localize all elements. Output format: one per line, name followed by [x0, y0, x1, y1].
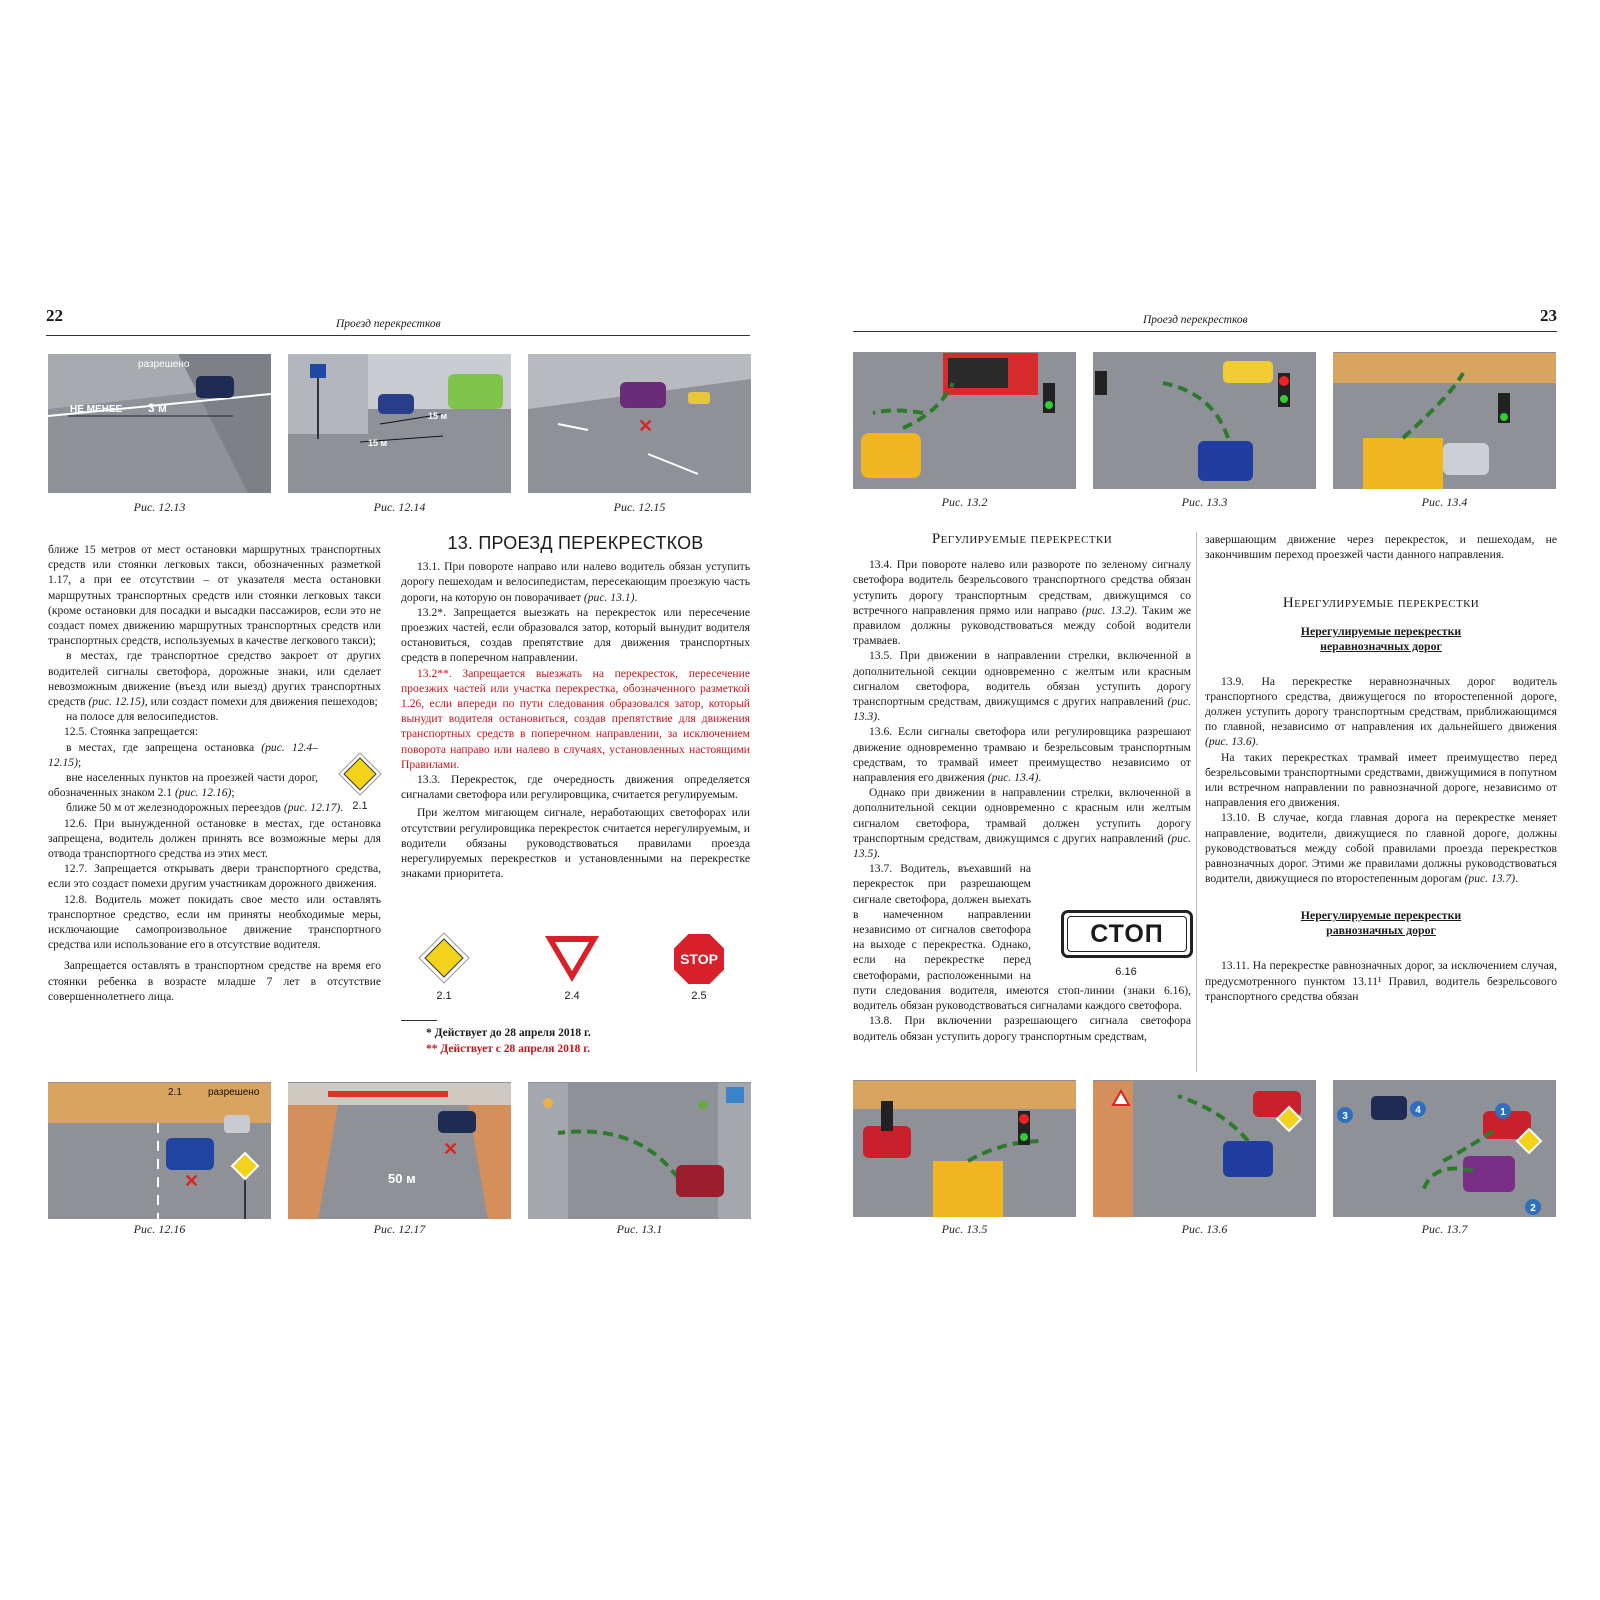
figure-12-16 — [48, 1082, 271, 1219]
paragraph: в местах, где транспортное средство закроет от других водителей сигналы светофора, дорожные знаки, или сделает невозможным движение (въезд или выезд) других транспортных средств (рис. 12.15), или создаст помехи для движения пешеходов; — [48, 649, 381, 709]
left-page — [46, 296, 750, 1276]
paragraph: Однако при движении в направлении стрелки, включенной в дополнительной секции одновременно с красным или желтым сигналом светофора, трамвай должен уступить дорогу транспортным средствам, движущимся с других направлений (рис. 13.5). — [853, 786, 1191, 861]
caption: Рис. 12.16 — [133, 1222, 186, 1236]
text-column-2 — [1205, 532, 1557, 1004]
figure-13-4 — [1333, 352, 1556, 489]
footnote-red: ** Действует с 28 апреля 2018 г. — [426, 1042, 591, 1055]
caption: Рис. 13.6 — [1181, 1222, 1228, 1236]
paragraph: 13.2*. Запрещается выезжать на перекресток или пересечение проезжих частей, если образовался затор, который вынудит водителя остановиться, создав препятствие для движения транспортных средств в поперечном направлении. — [401, 605, 750, 665]
paragraph: 12.8. Водитель может покидать свое место или оставлять транспортное средство, если им приняты необходимые меры, исключающие самопроизвольное движение транспортного средства или использование его в отсутствие водителя. — [48, 892, 381, 952]
right-page — [853, 296, 1557, 1276]
paragraph: На таких перекрестках трамвай имеет преимущество перед безрельсовыми транспортными средствами, движущимися в попутном или встречном направлении по равнозначной дороге, независимо от направления его движения. — [1205, 750, 1557, 810]
sign-label: 6.16 — [1115, 966, 1137, 978]
figure-12-13 — [48, 354, 271, 493]
figure-label: 3 м — [148, 401, 167, 415]
paragraph: вне населенных пунктов на проезжей части дорог, обозначенных знаком 2.1 (рис. 12.16); — [48, 771, 318, 800]
figure-12-14 — [288, 354, 511, 493]
paragraph: 13.6. Если сигналы светофора или регулировщика разрешают движение одновременно трамваю и безрельсовым транспортным средствам, то трамвай имеет преимущество независимо от направления его движения (рис. 13.4). — [853, 725, 1191, 785]
priority-road-sign-icon — [418, 932, 470, 984]
stop-sign-text: СТОП — [1090, 919, 1164, 948]
subsection-heading: Нерегулируемые перекрестки неравнозначных дорог — [1300, 623, 1462, 653]
figure-13-1 — [528, 1082, 751, 1219]
figure-label: НЕ МЕНЕЕ — [70, 404, 123, 415]
paragraph: 13.3. Перекресток, где очередность движения определяется сигналами светофора или регулировщика, считается регулируемым. — [401, 773, 750, 802]
running-title-right: Проезд перекрестков — [1143, 314, 1248, 326]
sign-label: 2.1 — [436, 990, 452, 1002]
paragraph: 13.7. Водитель, въехавший на перекресток при разрешающем сигнале светофора, должен выехать в намеченном направлении независимо от сигналов светофора на выходе с перекрестка. Однако, если на перекрестке перед светофорами, расположенными на пути следования водителя, имеются стоп-линии (знаки 6.16), водитель обязан руководствоваться сигналами каждого светофора. — [853, 862, 1191, 1013]
footnotes — [426, 1026, 591, 1057]
figure-13-6 — [1093, 1080, 1316, 1217]
running-title-left: Проезд перекрестков — [336, 318, 441, 330]
caption: Рис. 13.7 — [1421, 1222, 1468, 1236]
figure-label: 50 м — [388, 1171, 416, 1186]
page-number-left: 22 — [46, 306, 63, 325]
stop-sign-icon — [672, 932, 726, 986]
sign-label: 2.5 — [691, 990, 707, 1002]
svg-text:✕: ✕ — [638, 416, 654, 436]
caption: Рис. 13.4 — [1421, 495, 1468, 509]
footnote-rule — [401, 1020, 437, 1021]
priority-road-sign-icon — [338, 752, 382, 796]
paragraph: 13.1. При повороте направо или налево водитель обязан уступить дорогу пешеходам и велосипедистам, пересекающим проезжую часть дороги, на которую он поворачивает (рис. 13.1). — [401, 560, 750, 604]
figure-label: разрешено — [208, 1087, 260, 1098]
paragraph: 13.11. На перекрестке равнозначных дорог, за исключением случая, предусмотренного пунктом 13.11¹ Правил, водитель безрельсового транспортного средства обязан — [1205, 959, 1557, 1003]
caption: Рис. 12.13 — [133, 500, 186, 514]
caption: Рис. 12.14 — [373, 500, 426, 514]
header-rule — [46, 335, 750, 336]
yield-sign-icon — [543, 934, 601, 984]
page-number-right: 23 — [1540, 306, 1557, 325]
figure-13-2 — [853, 352, 1076, 489]
caption: Рис. 13.5 — [941, 1222, 988, 1236]
text-column-1 — [48, 542, 381, 1004]
figure-label: 15 м — [368, 438, 388, 448]
paragraph: 12.5. Стоянка запрещается: — [64, 725, 199, 739]
paragraph: завершающим движение через перекресток, и пешеходам, не закончившим переход проезжей части данного направления. — [1205, 533, 1557, 562]
paragraph: 13.4. При повороте налево или развороте по зеленому сигналу светофора водитель безрельсового транспортного средства обязан уступить дорогу транспортным средствам, движущимся со встречного направления прямо или направо (рис. 13.2). Таким же правилом должны руководствоваться между собой водители трамваев. — [853, 558, 1191, 648]
column-divider — [1196, 532, 1197, 1072]
svg-text:✕: ✕ — [184, 1171, 200, 1191]
paragraph: ближе 50 м от железнодорожных переездов (рис. 12.17). — [66, 801, 344, 815]
caption: Рис. 12.15 — [613, 500, 666, 514]
paragraph: на полосе для велосипедистов. — [66, 710, 219, 724]
figure-13-5 — [853, 1080, 1076, 1217]
figure-label: 3 — [1342, 1111, 1348, 1122]
paragraph: в местах, где запрещена остановка (рис. 12.4–12.15); — [48, 740, 319, 769]
figure-label: 1 — [1500, 1107, 1506, 1118]
paragraph: ближе 15 метров от мест остановки маршрутных транспортных средств или стоянки легковых такси, обозначенных разметкой 1.17, а при ее отсутствии – от указателя места остановки маршрутных транспортных средств или стоянки легковых такси (кроме остановки для посадки и высадки пассажиров, если это не создаст помех движению маршрутных транспортных средств или транспортных средств, используемых в качестве легкового такси); — [48, 543, 381, 648]
sign-label: 2.1 — [352, 800, 368, 812]
paragraph: 13.10. В случае, когда главная дорога на перекрестке меняет направление, водители, движущиеся по главной дороге, должны руководствоваться между собой правилами проезда перекрестков равнозначных дорог. Этими же правилами должны руководствоваться водители, движущиеся по второстепенным дорогам (рис. 13.7). — [1205, 811, 1557, 886]
section-heading: Регулируемые перекрестки — [931, 531, 1113, 547]
paragraph: 12.6. При вынужденной остановке в местах, где остановка запрещена, водитель должен принять все возможные меры для отвода транспортного средства из этих мест. — [48, 816, 381, 861]
paragraph: При желтом мигающем сигнале, неработающих светофорах или отсутствии регулировщика перекресток считается нерегулируемым, и водители обязаны руководствоваться правилами проезда нерегулируемых перекрестков и установленными на перекрестке знаками приоритета. — [401, 806, 750, 881]
figure-label: 2 — [1530, 1203, 1536, 1214]
svg-text:✕: ✕ — [443, 1139, 459, 1159]
figure-label: 4 — [1415, 1105, 1421, 1116]
stop-sign-text: STOP — [680, 951, 718, 967]
paragraph: Запрещается оставлять в транспортном средстве на время его стоянки ребенка в возрасте младше 7 лет в отсутствие совершеннолетнего лица. — [48, 959, 381, 1003]
section-heading: 13. ПРОЕЗД ПЕРЕКРЕСТКОВ — [447, 533, 704, 553]
caption: Рис. 13.2 — [941, 495, 988, 509]
section-heading: Нерегулируемые перекрестки — [1282, 595, 1480, 612]
paragraph: 13.5. При движении в направлении стрелки, включенной в дополнительной секции одновременно с желтым или красным сигналом светофора, водитель обязан уступить дорогу транспортным средствам, движущимся с других направлений (рис. 13.3). — [853, 649, 1191, 724]
paragraph: 12.7. Запрещается открывать двери транспортного средства, если это создаст помехи другим участникам дорожного движения. — [48, 862, 381, 891]
subsection-heading: Нерегулируемые перекрестки равнозначных дорог — [1300, 908, 1462, 938]
figure-13-7 — [1333, 1080, 1556, 1217]
sign-label: 2.4 — [564, 990, 580, 1002]
paragraph: 13.9. На перекрестке неравнозначных дорог водитель транспортного средства, движущегося по второстепенной дороге, должен уступить дорогу транспортным средствам, приближающимся по главной, независимо от направления их дальнейшего движения (рис. 13.6). — [1205, 674, 1557, 749]
figure-label: 15 м — [428, 411, 448, 421]
paragraph-red: 13.2**. Запрещается выезжать на перекресток, пересечение проезжих частей или участка перекрестка, обозначенного разметкой 1.26, если впереди по пути следования образовался затор, который вынудит водителя остановиться, создав препятствие для движения транспортных средств в поперечном направлении, за исключением поворота направо или налево в случаях, установленных настоящими Правилами. — [401, 666, 750, 771]
caption: Рис. 13.3 — [1181, 495, 1228, 509]
header-rule — [853, 331, 1557, 332]
caption: Рис. 13.1 — [616, 1222, 663, 1236]
figure-label: разрешено — [138, 359, 190, 370]
figure-label: 2.1 — [168, 1087, 182, 1098]
figure-13-3 — [1093, 352, 1316, 489]
text-column-2 — [401, 533, 750, 881]
stop-line-sign-icon — [1061, 910, 1193, 958]
figure-12-15 — [528, 354, 751, 493]
footnote: * Действует до 28 апреля 2018 г. — [426, 1027, 591, 1039]
paragraph: 13.8. При включении разрешающего сигнала светофора водитель обязан уступить дорогу транспортным средствам, — [853, 1014, 1191, 1043]
caption: Рис. 12.17 — [373, 1222, 426, 1236]
figure-12-17 — [288, 1082, 511, 1219]
